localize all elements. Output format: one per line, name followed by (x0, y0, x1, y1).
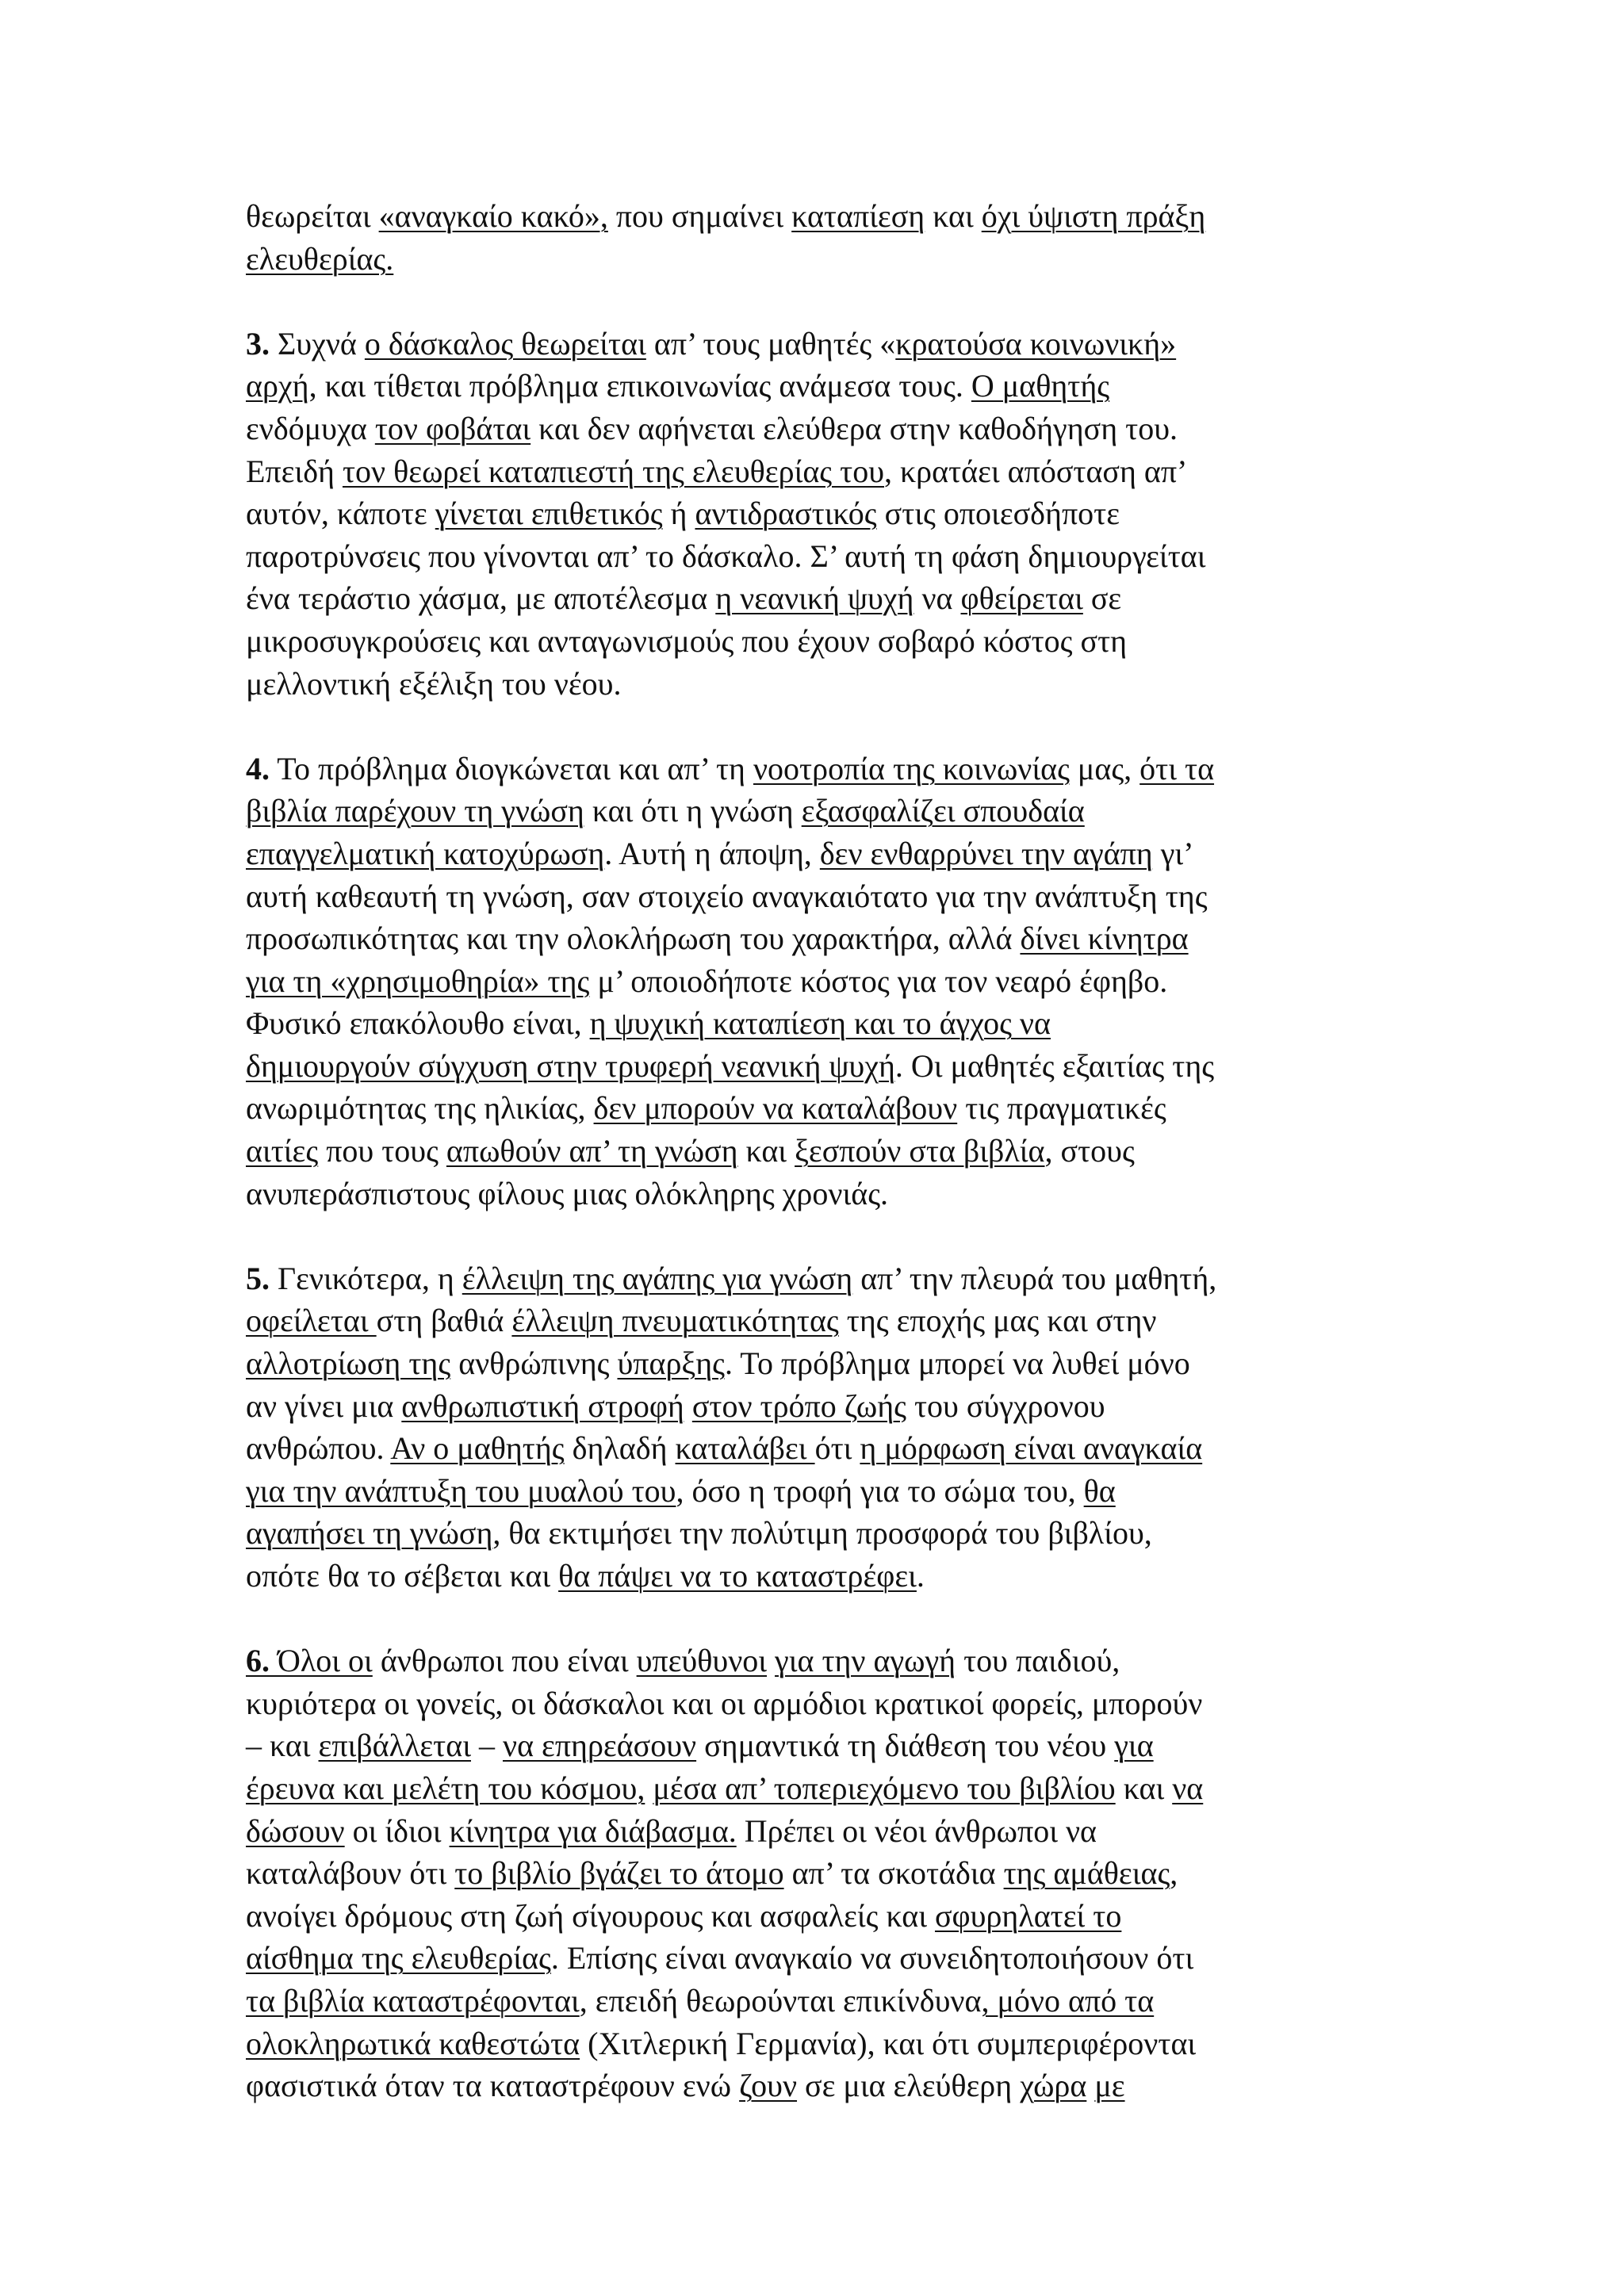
text-line (246, 917, 1404, 960)
underlined-phrase: ο δάσκαλος θεωρείται (364, 325, 646, 362)
text-line (246, 1724, 1404, 1767)
text-line (246, 620, 1404, 663)
text-line (246, 1767, 1404, 1810)
text-segment: Επειδή (246, 453, 343, 489)
underlined-phrase: κίνητρα για διάβασμα. (449, 1812, 737, 1849)
underlined-phrase: κρατούσα κοινωνική» (895, 325, 1177, 362)
text-segment: σε μια ελεύθερη (797, 2068, 1021, 2104)
underlined-phrase: , μόνο από τα (981, 1982, 1155, 2019)
text-segment: , θα εκτιμήσει την πολύτιμη προσφορά του βιβλίου, (492, 1515, 1152, 1552)
underlined-phrase: για (1114, 1728, 1154, 1764)
underlined-phrase: επιβάλλεται (318, 1728, 471, 1764)
underlined-phrase: Αν ο μαθητής (390, 1430, 565, 1467)
text-line (246, 1299, 1404, 1342)
underlined-phrase: για την ανάπτυξη του μυαλού του (246, 1472, 676, 1509)
text-segment: αυτόν, κάποτε (246, 496, 435, 532)
underlined-phrase: χώρα (1020, 2068, 1087, 2104)
text-line (246, 238, 1404, 281)
text-segment: , και τίθεται πρόβλημα επικοινωνίας ανάμεσα τους. (308, 368, 971, 404)
paragraph (246, 323, 1404, 705)
underlined-phrase: οφείλεται (246, 1303, 377, 1339)
text-line (246, 1427, 1404, 1470)
underlined-phrase: «αναγκαίο κακό», (378, 198, 608, 234)
text-segment: μικροσυγκρούσεις και ανταγωνισμούς που έχουν σοβαρό κόστος στη (246, 622, 1128, 659)
text-line (246, 1087, 1404, 1130)
underlined-phrase: δημιουργούν σύγχυση στην τρυφερή νεανική ψυχή (246, 1047, 895, 1084)
underlined-phrase: ύπαρξης (617, 1345, 725, 1382)
text-line (246, 1470, 1404, 1513)
underlined-phrase: τον φοβάται (374, 410, 531, 446)
underlined-phrase: ελευθερίας. (246, 240, 394, 277)
text-segment: (Χιτλερική Γερμανία), και ότι συμπεριφέρονται (580, 2025, 1197, 2061)
underlined-phrase: εξασφαλίζει σπουδαία (801, 793, 1085, 829)
text-segment: ανθρώπινης (450, 1345, 618, 1382)
underlined-phrase: μέσα απ’ τοπεριεχόμενο του βιβλίου (653, 1770, 1116, 1806)
text-segment: . Επίσης είναι αναγκαίο να συνειδητοποιήσουν ότι (550, 1940, 1194, 1976)
text-segment (645, 1770, 653, 1806)
underlined-phrase: Όλοι οι (270, 1643, 373, 1679)
text-line (246, 663, 1404, 706)
underlined-phrase: δεν μπορούν να καταλάβουν (593, 1090, 958, 1127)
underlined-phrase: ξεσπούν στα βιβλία (795, 1133, 1045, 1169)
text-line (246, 535, 1404, 578)
text-line (246, 1852, 1404, 1895)
underlined-phrase: θα (1083, 1472, 1116, 1509)
text-segment: οπότε θα το σέβεται και (246, 1558, 559, 1594)
underlined-phrase: το βιβλίο βγάζει το άτομο (454, 1855, 784, 1892)
text-line (246, 1640, 1404, 1682)
text-segment: . Αυτή η άποψη, (604, 835, 820, 871)
text-line (246, 1682, 1404, 1725)
text-segment: ανυπεράσπιστους φίλους μιας ολόκληρης χρονιάς. (246, 1175, 889, 1211)
text-segment: παροτρύνσεις που γίνονται απ’ το δάσκαλο. Σ’ αυτή τη φάση δημιουργείται (246, 538, 1206, 574)
text-line (246, 1810, 1404, 1853)
text-line (246, 1980, 1404, 2022)
underlined-phrase: νοοτροπία της κοινωνίας (753, 750, 1070, 786)
text-line (246, 1385, 1404, 1428)
underlined-phrase: αντιδραστικός (695, 496, 877, 532)
text-segment: απ’ τα σκοτάδια (783, 1855, 1004, 1892)
underlined-phrase: ζουν (739, 2068, 798, 2104)
underlined-phrase: ανθρωπιστική στροφή (401, 1387, 684, 1424)
underlined-phrase: καταπίεση (791, 198, 925, 234)
text-segment: του παιδιού, (956, 1643, 1120, 1679)
paragraph-number: 6. (246, 1643, 270, 1679)
text-segment: προσωπικότητας και την ολοκλήρωση του χαρακτήρα, αλλά (246, 920, 1021, 957)
text-segment: φασιστικά όταν τα καταστρέφουν ενώ (246, 2068, 740, 2104)
text-segment: , όσο η τροφή για το σώμα του, (676, 1472, 1084, 1509)
underlined-phrase: η μόρφωση είναι αναγκαία (860, 1430, 1203, 1467)
underlined-phrase: έλλειψη της αγάπης για γνώση (462, 1260, 853, 1296)
text-segment: ένα τεράστιο χάσμα, με αποτέλεσμα (246, 580, 716, 617)
text-line (246, 2022, 1404, 2065)
text-segment: άνθρωποι που είναι (372, 1643, 637, 1679)
text-segment: μ’ οποιοδήποτε κόστος για τον νεαρό έφηβο. (589, 962, 1168, 999)
text-segment: – και (246, 1728, 319, 1764)
text-segment: και δεν αφήνεται ελεύθερα στην καθοδήγηση του. (530, 410, 1178, 446)
text-line (246, 1257, 1404, 1300)
text-line (246, 2064, 1404, 2107)
text-line (246, 450, 1404, 493)
text-segment: γι’ (1152, 835, 1194, 871)
underlined-phrase: για την αγωγή (775, 1643, 956, 1679)
underlined-phrase: σφυρηλατεί το (934, 1897, 1122, 1934)
paragraph (246, 1640, 1404, 2107)
text-segment: ότι (814, 1430, 860, 1467)
underlined-phrase: στον τρόπο ζωής (691, 1387, 906, 1424)
text-segment: , κρατάει απόσταση απ’ (884, 453, 1188, 489)
text-line (246, 1555, 1404, 1598)
text-segment: Πρέπει οι νέοι άνθρωποι να (736, 1812, 1097, 1849)
text-line (246, 195, 1404, 238)
underlined-phrase: για τη «χρησιμοθηρία» της (246, 962, 590, 999)
underlined-phrase: έρευνα και μελέτη του κόσμου, (246, 1770, 645, 1806)
text-segment: ενδόμυχα (246, 410, 375, 446)
text-segment: Γενικότερα, η (270, 1260, 462, 1296)
underlined-phrase: τα βιβλία καταστρέφονται (246, 1982, 580, 2019)
text-line (246, 1512, 1404, 1555)
underlined-phrase: καταλάβει (675, 1430, 815, 1467)
text-segment: Φυσικό επακόλουθο είναι, (246, 1005, 590, 1042)
underlined-phrase: αρχή (246, 368, 309, 404)
text-segment: – (470, 1728, 503, 1764)
text-segment: , επειδή θεωρούνται επικίνδυνα (579, 1982, 982, 2019)
text-segment: στη βαθιά (376, 1303, 512, 1339)
text-segment: του σύγχρονου (906, 1387, 1105, 1424)
text-segment: τις πραγματικές (957, 1090, 1166, 1127)
text-segment: θεωρείται (246, 198, 379, 234)
text-segment: . Το πρόβλημα μπορεί να λυθεί μόνο (725, 1345, 1190, 1382)
text-segment: που τους (318, 1133, 446, 1169)
underlined-phrase: να (1172, 1770, 1204, 1806)
text-segment: και (737, 1133, 795, 1169)
underlined-phrase: βιβλία παρέχουν τη γνώση (246, 793, 584, 829)
paragraph (246, 1257, 1404, 1598)
underlined-phrase: Ο μαθητής (971, 368, 1110, 404)
underlined-phrase: δίνει κίνητρα (1020, 920, 1189, 957)
text-segment: της εποχής μας και στην (838, 1303, 1157, 1339)
underlined-phrase: δεν ενθαρρύνει την αγάπη (819, 835, 1153, 871)
text-segment: σημαντικά τη διάθεση του νέου (696, 1728, 1115, 1764)
text-segment: . Οι μαθητές εξαιτίας της (894, 1047, 1215, 1084)
text-segment: καταλάβουν ότι (246, 1855, 455, 1892)
underlined-phrase: φθείρεται (960, 580, 1083, 617)
text-segment: και (925, 198, 982, 234)
text-line (246, 1002, 1404, 1045)
text-segment: οι ίδιοι (344, 1812, 450, 1849)
underlined-phrase: αιτίες (246, 1133, 319, 1169)
text-line (246, 1937, 1404, 1980)
text-segment: κυριότερα οι γονείς, οι δάσκαλοι και οι αρμόδιοι κρατικοί φορείς, μπορούν (246, 1685, 1203, 1721)
underlined-phrase: της αμάθειας (1003, 1855, 1170, 1892)
text-line (246, 875, 1404, 918)
underlined-phrase: όχι ύψιστη πράξη (981, 198, 1206, 234)
text-segment: και (1115, 1770, 1173, 1806)
underlined-phrase: τον θεωρεί καταπιεστή της ελευθερίας του (342, 453, 884, 489)
text-segment (1086, 2068, 1094, 2103)
text-line (246, 1173, 1404, 1215)
underlined-phrase: η ψυχική καταπίεση και το άγχος να (589, 1005, 1051, 1042)
underlined-phrase: αγαπήσει τη γνώση (246, 1515, 493, 1552)
underlined-phrase: αίσθημα της ελευθερίας (246, 1940, 551, 1976)
text-segment: . (916, 1558, 925, 1594)
text-line (246, 577, 1404, 620)
text-segment: απ’ τους μαθητές « (645, 325, 896, 362)
text-line (246, 1130, 1404, 1173)
text-segment (767, 1643, 775, 1678)
text-line (246, 790, 1404, 832)
text-segment: σε (1082, 580, 1122, 617)
text-segment: αυτή καθεαυτή τη γνώση, σαν στοιχείο αναγκαιότατο για την ανάπτυξη της (246, 878, 1208, 914)
underlined-phrase: γίνεται επιθετικός (435, 496, 663, 532)
underlined-phrase: υπεύθυνοι (636, 1643, 768, 1679)
text-segment: ανθρώπου. (246, 1430, 391, 1467)
text-line (246, 492, 1404, 535)
text-segment: Συχνά (270, 325, 365, 362)
text-segment: να (914, 580, 961, 617)
underlined-phrase: αλλοτρίωση της (246, 1345, 451, 1382)
paragraph-number: 3. (246, 325, 270, 362)
underlined-phrase: θα πάψει να το καταστρέφει (558, 1558, 917, 1594)
text-line (246, 1895, 1404, 1938)
text-line (246, 832, 1404, 875)
text-segment: δηλαδή (564, 1430, 676, 1467)
paragraph (246, 748, 1404, 1215)
text-segment: , στους (1044, 1133, 1135, 1169)
underlined-phrase: με (1094, 2068, 1125, 2104)
text-segment: Το πρόβλημα διογκώνεται και απ’ τη (270, 750, 753, 786)
text-segment (684, 1388, 692, 1424)
text-segment: στις οποιεσδήποτε (876, 496, 1120, 532)
text-segment: αν γίνει μια (246, 1387, 402, 1424)
text-segment: απ’ την πλευρά του μαθητή, (852, 1260, 1217, 1296)
text-line (246, 365, 1404, 408)
underlined-phrase: ολοκληρωτικά καθεστώτα (246, 2025, 580, 2061)
underlined-phrase: απωθούν απ’ τη γνώση (446, 1133, 738, 1169)
text-segment: και ότι η γνώση (584, 793, 802, 829)
text-line (246, 323, 1404, 365)
text-segment: ανοίγει δρόμους στη ζωή σίγουρους και ασφαλείς και (246, 1897, 935, 1934)
underlined-phrase: έλλειψη πνευματικότητας (511, 1303, 839, 1339)
underlined-phrase: η νεανική ψυχή (715, 580, 914, 617)
text-segment: μελλοντική εξέλιξη του νέου. (246, 665, 622, 702)
text-line (246, 960, 1404, 1003)
underlined-phrase: επαγγελματική κατοχύρωση (246, 835, 605, 871)
paragraph-number: 5. (246, 1260, 270, 1296)
text-line (246, 1045, 1404, 1088)
text-segment: ή (662, 496, 695, 532)
paragraph (246, 195, 1404, 280)
underlined-phrase: ότι τα (1139, 750, 1215, 786)
underlined-phrase: δώσουν (246, 1812, 345, 1849)
paragraph-number: 4. (246, 750, 270, 786)
text-segment: , (1170, 1855, 1178, 1892)
document-page (246, 195, 1404, 2149)
text-line (246, 1342, 1404, 1385)
text-segment: ανωριμότητας της ηλικίας, (246, 1090, 594, 1127)
text-segment: μας, (1069, 750, 1140, 786)
text-line (246, 408, 1404, 450)
text-line (246, 748, 1404, 790)
text-segment: που σημαίνει (607, 198, 792, 234)
underlined-phrase: να επηρεάσουν (502, 1728, 697, 1764)
